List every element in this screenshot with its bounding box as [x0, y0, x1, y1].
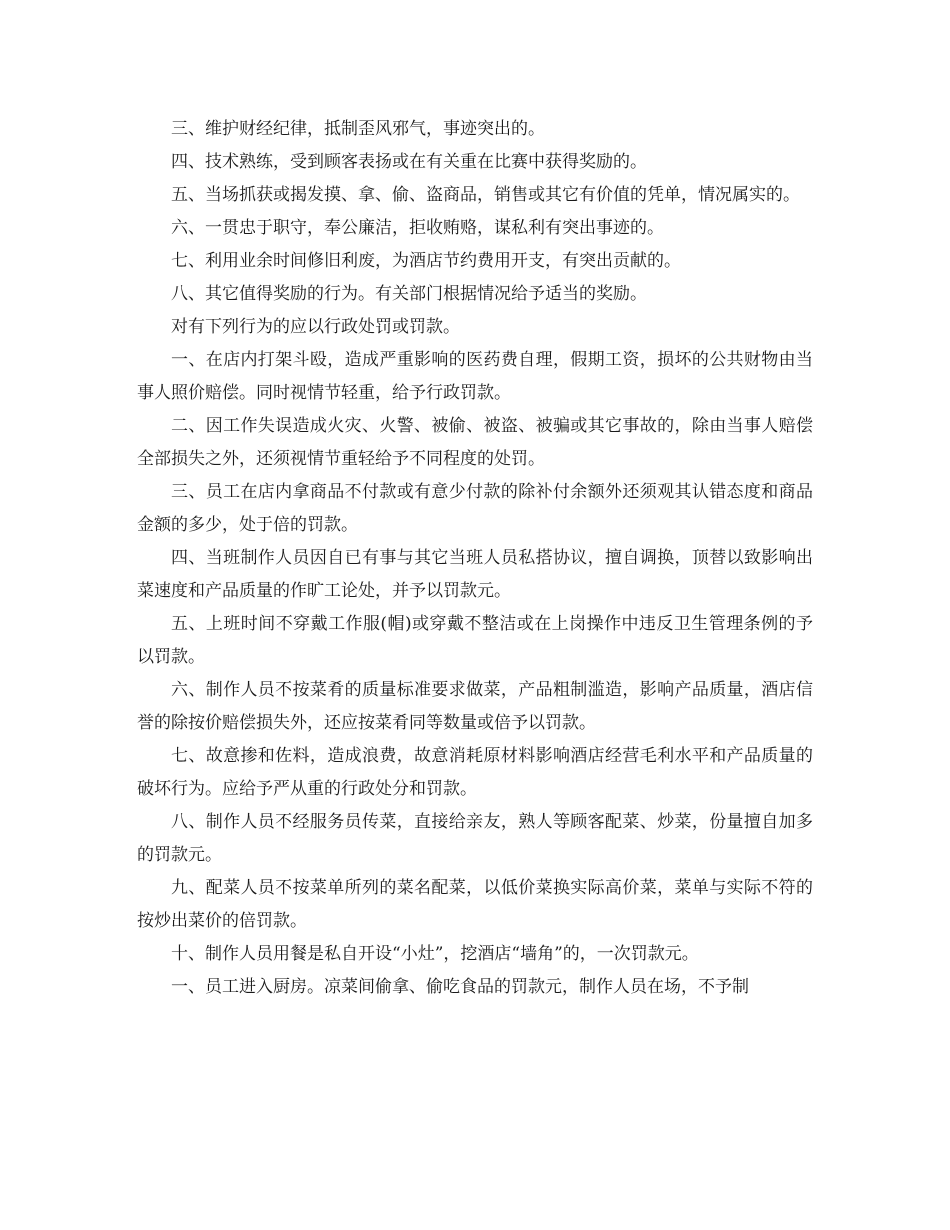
paragraph: 八、制作人员不经服务员传菜，直接给亲友，熟人等顾客配菜、炒菜，份量擅自加多的罚款元。 [137, 812, 813, 865]
paragraph: 一、在店内打架斗殴，造成严重影响的医药费自理，假期工资，损坏的公共财物由当事人照价赔偿。同时视情节轻重，给予行政罚款。 [137, 350, 813, 403]
paragraph: 六、制作人员不按菜肴的质量标准要求做菜，产品粗制滥造，影响产品质量，酒店信誉的除按价赔偿损失外，还应按菜肴同等数量或倍予以罚款。 [137, 680, 813, 733]
paragraph: 四、技术熟练，受到顾客表扬或在有关重在比赛中获得奖励的。 [171, 152, 647, 172]
paragraph: 三、员工在店内拿商品不付款或有意少付款的除补付余额外还须观其认错态度和商品金额的多少，处于倍的罚款。 [137, 482, 813, 535]
paragraph: 十、制作人员用餐是私自开设“小灶”，挖酒店“墙角”的，一次罚款元。 [171, 944, 699, 964]
paragraph: 六、一贯忠于职守，奉公廉洁，拒收贿赂，谋私利有突出事迹的。 [171, 218, 664, 238]
paragraph: 二、因工作失误造成火灾、火警、被偷、被盗、被骗或其它事故的，除由当事人赔偿全部损失之外，还须视情节重轻给予不同程度的处罚。 [137, 416, 813, 469]
document-body [137, 113, 813, 1004]
paragraph: 五、上班时间不穿戴工作服(帽)或穿戴不整洁或在上岗操作中违反卫生管理条例的予以罚款。 [137, 614, 813, 667]
paragraph: 八、其它值得奖励的行为。有关部门根据情况给予适当的奖励。 [171, 284, 647, 304]
paragraph: 一、员工进入厨房。凉菜间偷拿、偷吃食品的罚款元，制作人员在场，不予制 [171, 977, 749, 997]
paragraph: 七、故意掺和佐料，造成浪费，故意消耗原材料影响酒店经营毛利水平和产品质量的破坏行为。应给予严从重的行政处分和罚款。 [137, 746, 813, 799]
paragraph: 四、当班制作人员因自已有事与其它当班人员私搭协议，擅自调换，顶替以致影响出菜速度和产品质量的作旷工论处，并予以罚款元。 [137, 548, 813, 601]
section-heading: 对有下列行为的应以行政处罚或罚款。 [171, 317, 460, 337]
paragraph: 三、维护财经纪律，抵制歪风邪气，事迹突出的。 [171, 119, 545, 139]
paragraph: 五、当场抓获或揭发摸、拿、偷、盗商品，销售或其它有价值的凭单，情况属实的。 [171, 185, 800, 205]
paragraph: 七、利用业余时间修旧利废，为酒店节约费用开支，有突出贡献的。 [171, 251, 681, 271]
paragraph: 九、配菜人员不按菜单所列的菜名配菜，以低价菜换实际高价菜，菜单与实际不符的按炒出菜价的倍罚款。 [137, 878, 813, 931]
